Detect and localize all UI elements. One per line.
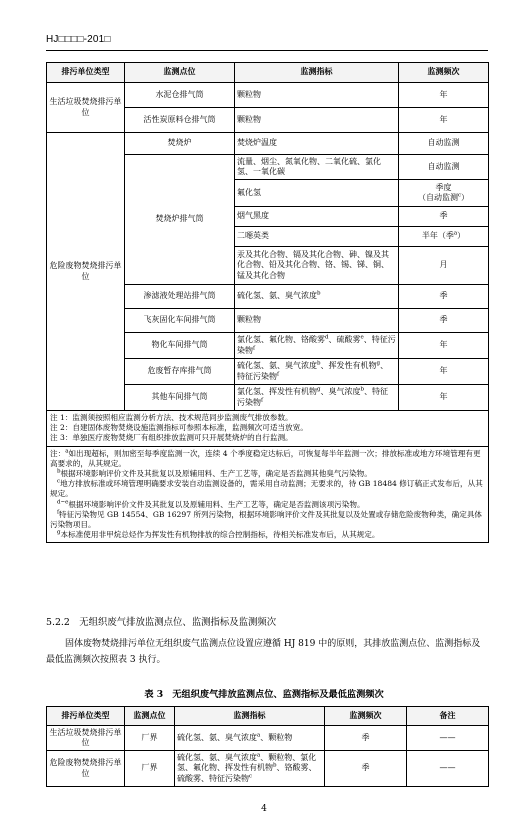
frequency-cell: 季 (399, 285, 489, 309)
indicator-cell: 硫化氢、氨、臭气浓度$^b$ (235, 285, 399, 309)
table-row (47, 133, 489, 155)
organized-emission-table (46, 62, 489, 543)
note-line: 注 2：自建固体废物焚烧设施监测指标可参照本标准，监测频次可适当放宽。 (50, 423, 308, 433)
col-header-point: 监测点位 (125, 707, 175, 726)
fugitive-emission-table (46, 706, 489, 787)
footnote-a: 注：$^a$如出现超标，则加密至每季度监测一次，连续 4 个季度稳定达标后，可恢复每半年监测一次；排放标准或地方环境管理有更高要求的，从其规定。 (50, 448, 481, 468)
indicator-cell: 氯化氢、挥发性有机物$^g$、臭气浓度$^b$、特征污染物$^f$ (235, 385, 399, 411)
unit-type-cell: 生活垃圾焚烧排污单位 (47, 83, 125, 133)
remark-cell: —— (407, 726, 489, 751)
frequency-cell: 自动监测 (399, 155, 489, 180)
frequency-cell: 季 (325, 751, 407, 787)
section-paragraph: 固体废物焚烧排污单位无组织废气监测点位设置应遵循 HJ 819 中的原则，其排放监测点位、监测指标及最低监测频次按照表 3 执行。 (46, 639, 481, 665)
col-header-indicator: 监测指标 (175, 707, 325, 726)
point-cell: 渗滤液处理站排气筒 (125, 285, 235, 309)
frequency-cell: 年 (399, 108, 489, 133)
indicator-cell: 流量、烟尘、氮氧化物、二氧化硫、氯化氢、一氧化碳 (235, 155, 399, 180)
point-cell: 厂界 (125, 726, 175, 751)
frequency-cell: 月 (399, 247, 489, 285)
unit-type-cell: 危险废物焚烧排污单位 (47, 751, 125, 787)
frequency-cell: 年 (399, 333, 489, 359)
notes-row (47, 411, 489, 447)
point-cell: 物化车间排气筒 (125, 333, 235, 359)
table-row (47, 726, 489, 751)
page-number: 4 (261, 804, 267, 814)
frequency-cell: 半年（季$^a$） (399, 227, 489, 247)
col-header-indicator: 监测指标 (235, 63, 399, 83)
footnotes-row (47, 446, 489, 543)
frequency-cell: 年 (399, 359, 489, 385)
indicator-cell: 焚烧炉温度 (235, 133, 399, 155)
frequency-line: 季度 (435, 182, 452, 192)
point-cell: 危废暂存库排气筒 (125, 359, 235, 385)
footnote-d-e: $^{d\sim e}$根据环境影响评价文件及其批复以及原辅用料、生产工艺等，确定是否监测该项污染物。 (57, 499, 365, 509)
note-line: 注 1：监测须按照相应监测分析方法、技术规范同步监测废气排放参数。 (50, 413, 293, 422)
col-header-remark: 备注 (407, 707, 489, 726)
col-header-point: 监测点位 (125, 63, 235, 83)
frequency-cell: 季 (325, 726, 407, 751)
frequency-cell: 自动监测 (399, 133, 489, 155)
table3-caption: 表 3 无组织废气排放监测点位、监测指标及最低监测频次 (144, 689, 384, 700)
point-cell: 厂界 (125, 751, 175, 787)
unit-type-cell: 生活垃圾焚烧排污单位 (47, 726, 125, 751)
table-row (47, 83, 489, 108)
indicator-cell: 二噁英类 (235, 227, 399, 247)
indicator-cell: 颗粒物 (235, 83, 399, 108)
indicator-cell: 氯化氢、氟化物、铬酸雾$^d$、硫酸雾$^e$、特征污染物$^f$ (235, 333, 399, 359)
footnote-g: $^g$本标准使用非甲烷总烃作为挥发性有机物排放的综合控制指标，待相关标准发布后，从其规定。 (57, 529, 380, 540)
frequency-cell: 年 (399, 385, 489, 411)
frequency-cell: 季 (399, 309, 489, 333)
col-header-frequency: 监测频次 (399, 63, 489, 83)
header-rule (46, 50, 488, 51)
document-code-header: HJ□□□□-201□ (46, 34, 111, 45)
indicator-cell: 颗粒物 (235, 309, 399, 333)
point-cell: 其他车间排气筒 (125, 385, 235, 411)
indicator-cell: 硫化氢、氨、臭气浓度$^b$、挥发性有机物$^g$、特征污染物$^f$ (235, 359, 399, 385)
table-header-row (47, 63, 489, 83)
point-cell: 飞灰固化车间排气筒 (125, 309, 235, 333)
frequency-cell: 年 (399, 83, 489, 108)
point-cell: 水泥仓排气筒 (125, 83, 235, 108)
footnotes-cell (47, 446, 489, 543)
note-line: 注 3：单独医疗废物焚烧厂有组织排放监测可只开展焚烧炉的自行监测。 (50, 433, 293, 443)
col-header-frequency: 监测频次 (325, 707, 407, 726)
frequency-line: （自动监测$^c$） (417, 192, 470, 202)
unit-type-cell: 危险废物焚烧排污单位 (47, 133, 125, 411)
section-heading: 5.2.2 无组织废气排放监测点位、监测指标及监测频次 (46, 617, 277, 628)
frequency-cell (399, 180, 489, 207)
col-header-type: 排污单位类型 (47, 63, 125, 83)
indicator-cell: 氟化氢 (235, 180, 399, 207)
frequency-cell: 季 (399, 207, 489, 227)
indicator-cell: 汞及其化合物、镉及其化合物、砷、镍及其化合物、铅及其化合物、铬、锡、锑、铜、锰及其化合物 (235, 247, 399, 285)
indicator-cell: 硫化氢、氨、臭气浓度$^a$、颗粒物、氯化氢、氟化物、挥发性有机物$^b$、铬酸雾、硫酸雾、特征污染物$^c$ (175, 751, 325, 787)
table-row (47, 751, 489, 787)
footnote-f: $^f$特征污染物见 GB 14554、GB 16297 所列污染物，根据环境影响评价文件及其批复以及处置或存储危险废物种类，确定具体污染物项目。 (50, 509, 483, 530)
point-cell: 焚烧炉 (125, 133, 235, 155)
indicator-cell: 硫化氢、氨、臭气浓度$^a$、颗粒物 (175, 726, 325, 751)
remark-cell: —— (407, 751, 489, 787)
notes-cell (47, 411, 489, 447)
table-header-row (47, 707, 489, 726)
indicator-cell: 烟气黑度 (235, 207, 399, 227)
point-cell: 焚烧炉排气筒 (125, 155, 235, 285)
point-cell: 活性炭原料仓排气筒 (125, 108, 235, 133)
footnote-b: $^b$根据环境影响评价文件及其批复以及原辅用料、生产工艺等，确定是否监测其他臭气污染物。 (57, 468, 372, 479)
indicator-cell: 颗粒物 (235, 108, 399, 133)
col-header-type: 排污单位类型 (47, 707, 125, 726)
footnote-c: $^c$地方排放标准或环境管理明确要求安装自动监测设备的，需采用自动监测；无要求的，待 GB 18484 修订稿正式发布后，从其规定。 (50, 478, 483, 499)
